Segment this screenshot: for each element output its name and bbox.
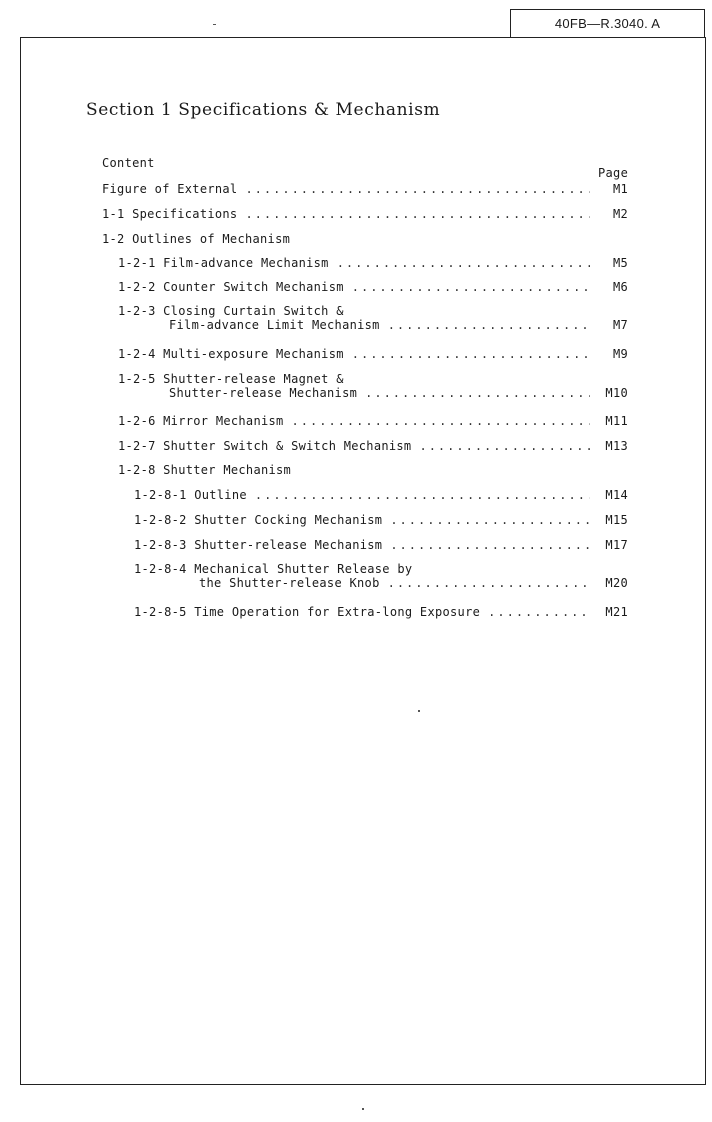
toc-entry-closing-curtain-switch (118, 304, 628, 332)
toc-entry-page: M1 (612, 182, 628, 196)
toc-entry-label: Figure of External (102, 182, 238, 196)
leader-dots (390, 513, 590, 527)
leader-dots (255, 488, 590, 502)
toc-entry-outlines-of-mechanism (102, 232, 628, 248)
toc-entry-shutter-switch (118, 439, 628, 455)
leader-dots (419, 439, 590, 453)
toc-entry-page: M11 (605, 414, 628, 428)
toc-entry-label: 1-2-6 Mirror Mechanism (118, 414, 284, 428)
toc-entry-label-continued: the Shutter-release Knob (199, 576, 380, 590)
leader-dots (388, 576, 590, 590)
leader-dots (245, 207, 590, 221)
leader-dots (352, 280, 590, 294)
leader-dots (337, 256, 590, 270)
toc-entry-specifications (102, 207, 628, 223)
toc-entry-label: 1-2-8-2 Shutter Cocking Mechanism (134, 513, 383, 527)
toc-entry-label: 1-2-8 Shutter Mechanism (118, 463, 292, 477)
toc-entry-label: 1-2-1 Film-advance Mechanism (118, 256, 329, 270)
leader-dots (365, 386, 590, 400)
toc-entry-counter-switch (118, 280, 628, 296)
toc-entry-label: 1-2-3 Closing Curtain Switch & (118, 304, 344, 318)
toc-entry-page: M17 (605, 538, 628, 552)
toc-entry-label: 1-2-5 Shutter-release Magnet & (118, 372, 344, 386)
toc-entry-label: 1-2-7 Shutter Switch & Switch Mechanism (118, 439, 412, 453)
toc-entry-page: M14 (605, 488, 628, 502)
toc-entry-label: 1-2-8-3 Shutter-release Mechanism (134, 538, 383, 552)
toc-entry-mechanical-shutter-release (134, 562, 628, 590)
toc-entry-page: M7 (612, 318, 628, 332)
page-column-heading: Page (598, 166, 629, 180)
toc-entry-shutter-cocking (134, 513, 628, 529)
toc-entry-page: M2 (612, 207, 628, 221)
leader-dots (352, 347, 590, 361)
toc-entry-page: M13 (605, 439, 628, 453)
leader-dots (488, 605, 590, 619)
toc-entry-multi-exposure (118, 347, 628, 363)
toc-entry-label: 1-2 Outlines of Mechanism (102, 232, 291, 246)
toc-entry-label: 1-2-8-1 Outline (134, 488, 247, 502)
document-code: 40FB—R.3040. A (510, 9, 705, 37)
toc-entry-shutter-mechanism (118, 463, 628, 479)
toc-entry-label-continued: Shutter-release Mechanism (169, 386, 358, 400)
toc-entry-page: M9 (612, 347, 628, 361)
toc-entry-outline (134, 488, 628, 504)
leader-dots (388, 318, 590, 332)
toc-entry-page: M15 (605, 513, 628, 527)
toc-entry-figure-of-external (102, 182, 628, 198)
toc-entry-shutter-release (134, 538, 628, 554)
toc-entry-page: M21 (605, 605, 628, 619)
toc-entry-page: M6 (612, 280, 628, 294)
scan-speck (418, 710, 420, 712)
toc-entry-page: M10 (605, 386, 628, 400)
section-title: Section 1 Specifications & Mechanism (86, 100, 441, 120)
toc-entry-label-continued: Film-advance Limit Mechanism (169, 318, 380, 332)
scan-speck (362, 1108, 364, 1110)
toc-entry-page: M5 (612, 256, 628, 270)
toc-entry-shutter-release-magnet (118, 372, 628, 400)
toc-entry-mirror (118, 414, 628, 430)
scan-speck (213, 24, 216, 25)
toc-entry-page: M20 (605, 576, 628, 590)
leader-dots (292, 414, 590, 428)
toc-entry-label: 1-2-8-5 Time Operation for Extra-long Exposure (134, 605, 481, 619)
toc-entry-time-operation (134, 605, 628, 621)
toc-entry-label: 1-1 Specifications (102, 207, 238, 221)
toc-entry-label: 1-2-2 Counter Switch Mechanism (118, 280, 344, 294)
toc-entry-label: 1-2-8-4 Mechanical Shutter Release by (134, 562, 413, 576)
toc-entry-label: 1-2-4 Multi-exposure Mechanism (118, 347, 344, 361)
leader-dots (245, 182, 590, 196)
content-heading: Content (102, 156, 155, 170)
toc-entry-film-advance (118, 256, 628, 272)
leader-dots (390, 538, 590, 552)
